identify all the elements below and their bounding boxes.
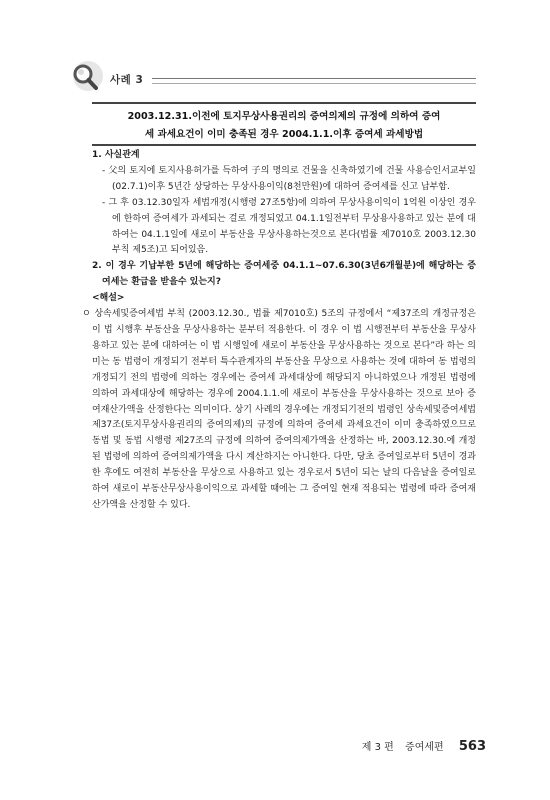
footer-section: 증여세편 — [405, 742, 444, 753]
facts-heading: 1. 사실관계 — [92, 150, 140, 160]
page-number: 563 — [458, 739, 486, 754]
magnifier-icon — [66, 60, 106, 96]
case-title-line-2: 세 과세요건이 이미 충족된 경우 2004.1.1.이후 증여세 과세방법 — [144, 129, 424, 140]
header-rule — [152, 78, 476, 84]
answer-body: ㅇ 상속세및증여세법 부칙 (2003.12.30., 법률 제7010호) 5조의 규정에서 “제37조의 개정규정은 이 법 시행후 부동산을 무상사용하는 분부터 적용한다. 이 경우 이 법 시행전부터 부동산을 무상사용하고 있는 분에 대하여는 이 법 시행일에 새로이 부동산을 무상사용하는 것으로 본다”라 하는 의미는 동 법령이 개정되기 전부터 특수관계자의 부동산을 무상으로 사용하는 것에 대하여 동 법령의 개정되기 전의 법령에 의하는 경우에는 증여세 과세대상에 해당되지 아니하였으나 개정된 법령에 의하여 과세대상에 해당하는 경우에 2004.1.1.에 새로이 부동산을 무상사용하는 것으로 보아 증여재산가액을 산정한다는 의미이다. 상기 사례의 경우에는 개정되기전의 법령인 상속세및증여세법 제37조(토지무상사용권리의 증여의제)의 규정에 의하여 증여세 과세요건이 이미 충족하였으므로 동법 및 동법 시행령 제27조의 규정에 의하여 증여의제가액을 산정하는 바, 2003.12.30.에 개정된 법령에 의하여 증여의제가액을 다시 계산하지는 아니한다. 다만, 당초 증여일로부터 5년이 경과한 후에도 여전히 부동산을 무상으로 사용하고 있는 경우로서 5년이 되는 날의 다음날을 증여일로 하여 새로이 부동산무상사용이익으로 과세할 때에는 그 증여일 현재 적용되는 법령에 따라 증여재산가액을 산정할 수 있다. — [82, 309, 476, 510]
question-text: 2. 이 경우 기납부한 5년에 해당하는 증여세중 04.1.1~07.6.30(3년6개월분)에 해당하는 증여세는 환급을 받을수 있는지? — [92, 261, 476, 288]
case-title-line-1: 2003.12.31.이전에 토지무상사용권리의 증여의제의 규정에 의하여 증여 — [127, 111, 441, 122]
case-label: 사례 3 — [110, 74, 144, 86]
case-content — [82, 148, 476, 514]
page-footer — [362, 738, 486, 754]
footer-part: 제 3 편 — [361, 742, 394, 753]
case-header — [66, 60, 476, 96]
answer-heading: <해설> — [92, 293, 125, 304]
facts-item-2: - 그 후 03.12.30일자 세법개정(시행령 27조5항)에 의하여 무상사용이익이 1억원 이상인 경우에 한하여 증여세가 과세되는 걸로 개정되었고 04.1.1일전부터 무상용사용하고 있는 분에 대하여는 04.1.1일에 새로이 부동산을 무상사용하는것으로 본다(법률 제7010호 2003.12.30 부칙 제5조)고 되어있음. — [102, 197, 476, 256]
case-title-box — [92, 102, 476, 146]
facts-item-1: - 父의 토지에 토지사용허가를 득하여 子의 명의로 건물을 신축하였기에 건물 사용승인서교부일(02.7.1)이후 5년간 상당하는 무상사용이익(8천만원)에 대하여 증여세를 신고 납부함. — [102, 165, 476, 192]
